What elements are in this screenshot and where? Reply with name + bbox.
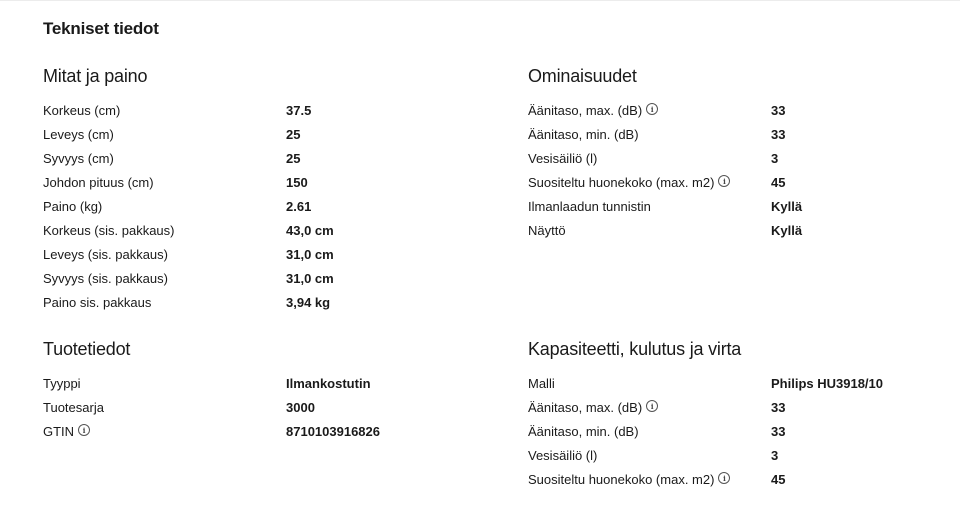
spec-value: 37.5 (286, 103, 312, 118)
spec-row (528, 396, 948, 420)
spec-label (528, 444, 597, 468)
section-product-info (43, 337, 463, 444)
spec-label (528, 171, 730, 195)
spec-label (528, 147, 597, 171)
spec-label-text: Vesisäiliö (l) (528, 448, 598, 463)
spec-label-text: Korkeus (cm) (43, 103, 121, 118)
spec-label (43, 171, 154, 195)
spec-label-text: Suositeltu huonekoko (max. m2) (528, 175, 715, 190)
spec-label (43, 372, 81, 396)
section-title: Mitat ja paino (43, 66, 148, 86)
spec-label-text: Ilmanlaadun tunnistin (528, 199, 651, 214)
spec-row (43, 147, 463, 171)
spec-row (43, 372, 463, 396)
spec-label (43, 99, 120, 123)
info-icon[interactable]: i (78, 424, 90, 436)
spec-label-text: Korkeus (sis. pakkaus) (43, 223, 175, 238)
spec-label (43, 243, 168, 267)
spec-row (528, 444, 948, 468)
spec-label (43, 396, 104, 420)
info-icon[interactable]: i (646, 400, 658, 412)
spec-label-text: Syvyys (sis. pakkaus) (43, 271, 168, 286)
spec-value: 150 (286, 175, 308, 190)
spec-value: 33 (771, 400, 786, 415)
spec-label-text: Vesisäiliö (l) (528, 151, 598, 166)
section-title: Ominaisuudet (528, 66, 637, 86)
spec-label-text: Malli (528, 376, 555, 391)
spec-label-text: Äänitaso, min. (dB) (528, 127, 639, 142)
spec-label-text: Suositeltu huonekoko (max. m2) (528, 472, 715, 487)
spec-row (528, 171, 948, 195)
page-title: Tekniset tiedot (43, 19, 159, 38)
spec-label-text: Tuotesarja (43, 400, 104, 415)
spec-row (528, 372, 948, 396)
spec-row (528, 123, 948, 147)
section-capacity (528, 337, 948, 492)
spec-value: 25 (286, 127, 301, 142)
spec-row (43, 267, 463, 291)
spec-label-text: Tyyppi (43, 376, 81, 391)
spec-row (43, 243, 463, 267)
spec-label-text: Paino (kg) (43, 199, 103, 214)
spec-label (43, 267, 168, 291)
spec-label-text: Näyttö (528, 223, 566, 238)
spec-row (528, 99, 948, 123)
spec-value: 3000 (286, 400, 315, 415)
spec-value: 33 (771, 127, 786, 142)
spec-row (43, 291, 463, 315)
spec-label (528, 123, 639, 147)
spec-value: 3 (771, 151, 779, 166)
info-icon[interactable]: i (718, 472, 730, 484)
spec-value: 43,0 cm (286, 223, 334, 238)
spec-label (43, 219, 175, 243)
spec-value: 33 (771, 103, 786, 118)
spec-value: 31,0 cm (286, 271, 334, 286)
spec-value: 33 (771, 424, 786, 439)
spec-value: 45 (771, 175, 786, 190)
spec-row (528, 219, 948, 243)
spec-label-text: Johdon pituus (cm) (43, 175, 154, 190)
spec-label (528, 468, 730, 492)
spec-label-text: Äänitaso, min. (dB) (528, 424, 639, 439)
spec-value: Ilmankostutin (286, 376, 371, 391)
info-icon[interactable]: i (646, 103, 658, 115)
spec-label-text: Äänitaso, max. (dB) (528, 400, 643, 415)
spec-value: 2.61 (286, 199, 312, 214)
spec-value: 45 (771, 472, 786, 487)
section-dimensions (43, 64, 463, 315)
spec-label-text: Leveys (cm) (43, 127, 114, 142)
spec-row (528, 147, 948, 171)
spec-value: 3,94 kg (286, 295, 331, 310)
spec-label-text: Leveys (sis. pakkaus) (43, 247, 168, 262)
spec-value: 31,0 cm (286, 247, 334, 262)
spec-row (43, 123, 463, 147)
spec-row (43, 171, 463, 195)
spec-label (528, 219, 566, 243)
spec-label-text: Syvyys (cm) (43, 151, 114, 166)
top-divider (0, 0, 960, 1)
spec-label (528, 195, 651, 219)
spec-label (43, 147, 114, 171)
spec-label-text: Äänitaso, max. (dB) (528, 103, 643, 118)
spec-label-text: GTIN (43, 424, 75, 439)
spec-label (43, 195, 102, 219)
spec-value: Philips HU3918/10 (771, 376, 883, 391)
spec-label (528, 420, 639, 444)
spec-value: Kyllä (771, 199, 803, 214)
spec-list (43, 99, 463, 315)
spec-label (528, 372, 555, 396)
spec-value: Kyllä (771, 223, 803, 238)
section-title: Tuotetiedot (43, 339, 131, 359)
spec-label (43, 123, 114, 147)
spec-row (43, 99, 463, 123)
spec-label (528, 396, 658, 420)
spec-list (528, 372, 948, 492)
spec-list (528, 99, 948, 243)
spec-label (528, 99, 658, 123)
spec-list (43, 372, 463, 444)
spec-row (43, 219, 463, 243)
spec-value: 3 (771, 448, 779, 463)
spec-label (43, 291, 151, 315)
spec-row (43, 195, 463, 219)
section-features (528, 64, 948, 243)
spec-row (43, 396, 463, 420)
spec-value: 8710103916826 (286, 424, 380, 439)
spec-row (528, 195, 948, 219)
spec-row (528, 468, 948, 492)
spec-value: 25 (286, 151, 301, 166)
spec-label (43, 420, 90, 444)
spec-label-text: Paino sis. pakkaus (43, 295, 152, 310)
info-icon[interactable]: i (718, 175, 730, 187)
spec-row (43, 420, 463, 444)
section-title: Kapasiteetti, kulutus ja virta (528, 339, 742, 359)
spec-row (528, 420, 948, 444)
